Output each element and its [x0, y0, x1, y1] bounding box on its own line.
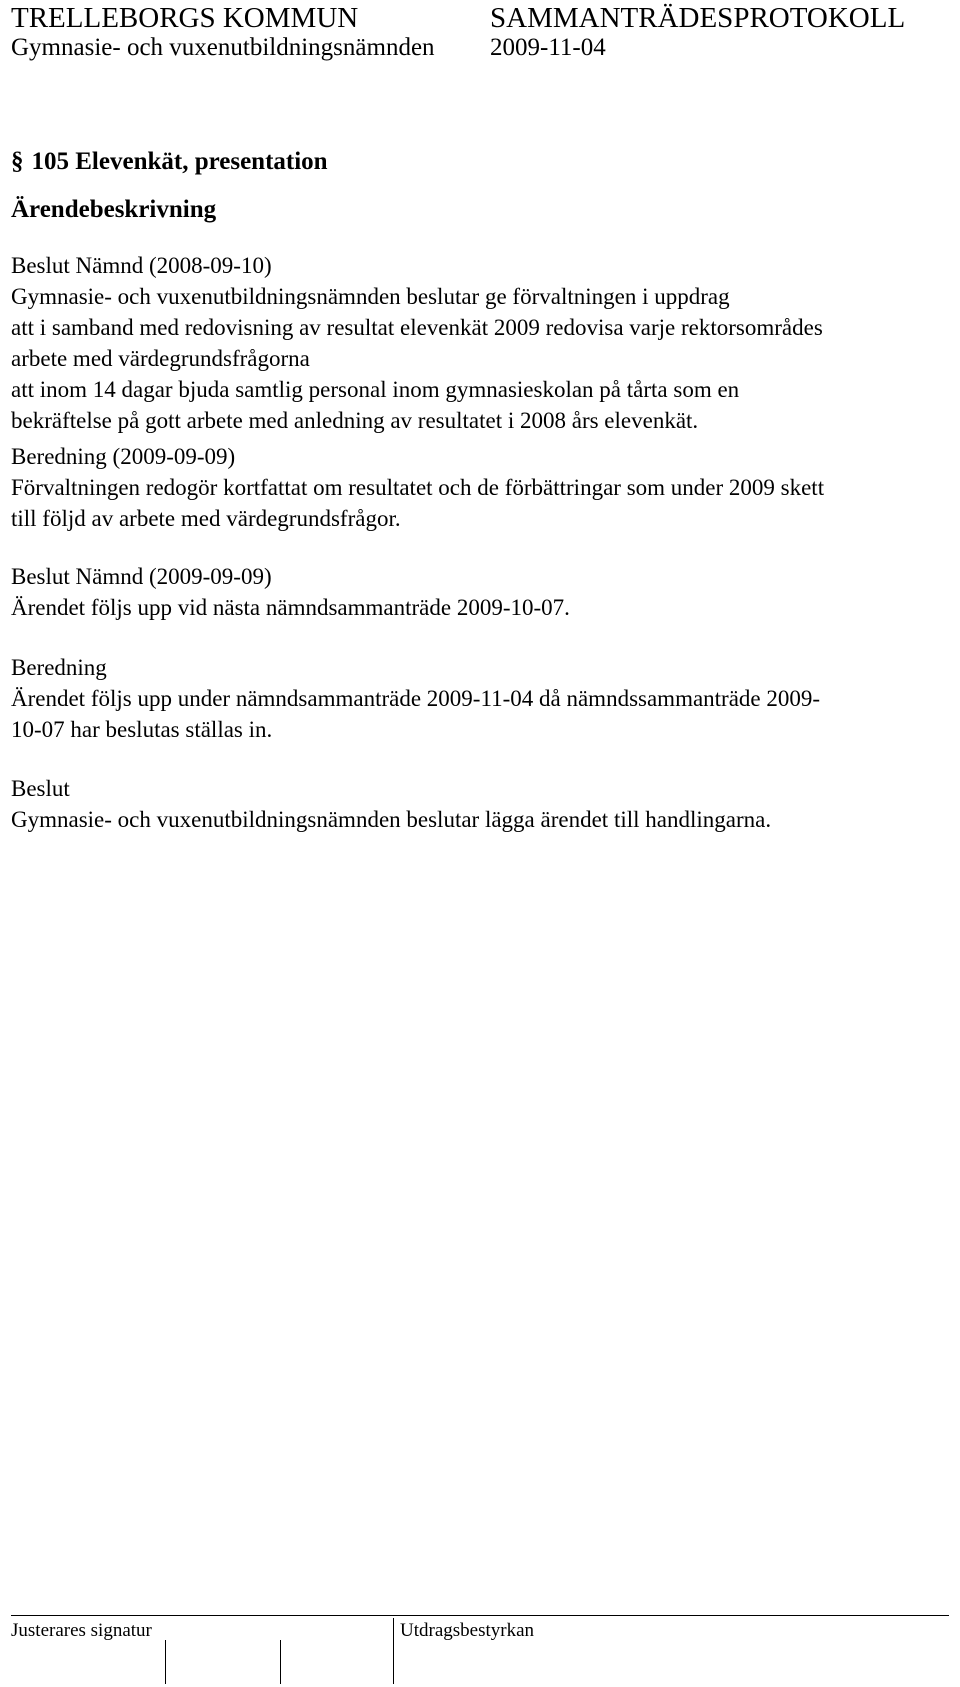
- case-description-heading: Ärendebeskrivning: [11, 196, 217, 223]
- preparation-2009-heading: Beredning (2009-09-09): [11, 444, 236, 469]
- preparation-line-2: 10-07 har beslutas ställas in.: [11, 717, 273, 742]
- preparation-block: [11, 652, 950, 745]
- signature-box-divider-1: [165, 1640, 166, 1684]
- meeting-date: 2009-11-04: [490, 34, 606, 61]
- signature-box-divider-2: [280, 1640, 281, 1684]
- final-decision-heading: Beslut: [11, 776, 70, 801]
- signature-label: Justerares signatur: [11, 1620, 152, 1641]
- section-title: [11, 148, 328, 176]
- decision-2008-line-1: Gymnasie- och vuxenutbildningsnämnden beslutar ge förvaltningen i uppdrag: [11, 284, 730, 309]
- footer-rule: [11, 1615, 949, 1616]
- municipality-name: TRELLEBORGS KOMMUN: [11, 2, 359, 34]
- preparation-line-1: Ärendet följs upp under nämndsammanträde 2009-11-04 då nämndssammanträde 2009-: [11, 686, 821, 711]
- preparation-2009-line-2: till följd av arbete med värdegrundsfrågor.: [11, 506, 401, 531]
- paragraph-symbol: §: [11, 148, 24, 175]
- preparation-heading: Beredning: [11, 655, 107, 680]
- document-header-org-row: [11, 2, 906, 35]
- decision-2009-heading: Beslut Nämnd (2009-09-09): [11, 564, 272, 589]
- decision-2008-heading: Beslut Nämnd (2008-09-10): [11, 253, 272, 278]
- document-header-committee-row: [11, 34, 606, 62]
- committee-name: Gymnasie- och vuxenutbildningsnämnden: [11, 34, 435, 61]
- preparation-2009-line-1: Förvaltningen redogör kortfattat om resultatet och de förbättringar som under 2009 skett: [11, 475, 825, 500]
- decision-2008-line-3: arbete med värdegrundsfrågorna: [11, 346, 310, 371]
- decision-2009-line-1: Ärendet följs upp vid nästa nämndsammanträde 2009-10-07.: [11, 595, 570, 620]
- decision-2008-line-4: att inom 14 dagar bjuda samtlig personal inom gymnasieskolan på tårta som en: [11, 377, 740, 402]
- final-decision-block: [11, 773, 950, 835]
- decision-2008-block: [11, 250, 950, 436]
- decision-2008-line-2: att i samband med redovisning av resultat elevenkät 2009 redovisa varje rektorsområdes: [11, 315, 823, 340]
- document-type: SAMMANTRÄDESPROTOKOLL: [490, 2, 906, 34]
- final-decision-line-1: Gymnasie- och vuxenutbildningsnämnden beslutar lägga ärendet till handlingarna.: [11, 807, 772, 832]
- preparation-2009-block: [11, 441, 950, 534]
- footer-column-divider: [393, 1618, 394, 1684]
- section-title-text: 105 Elevenkät, presentation: [31, 148, 328, 175]
- decision-2009-block: [11, 561, 950, 623]
- decision-2008-line-5: bekräftelse på gott arbete med anledning av resultatet i 2008 års elevenkät.: [11, 408, 699, 433]
- extract-certification-label: Utdragsbestyrkan: [400, 1620, 535, 1641]
